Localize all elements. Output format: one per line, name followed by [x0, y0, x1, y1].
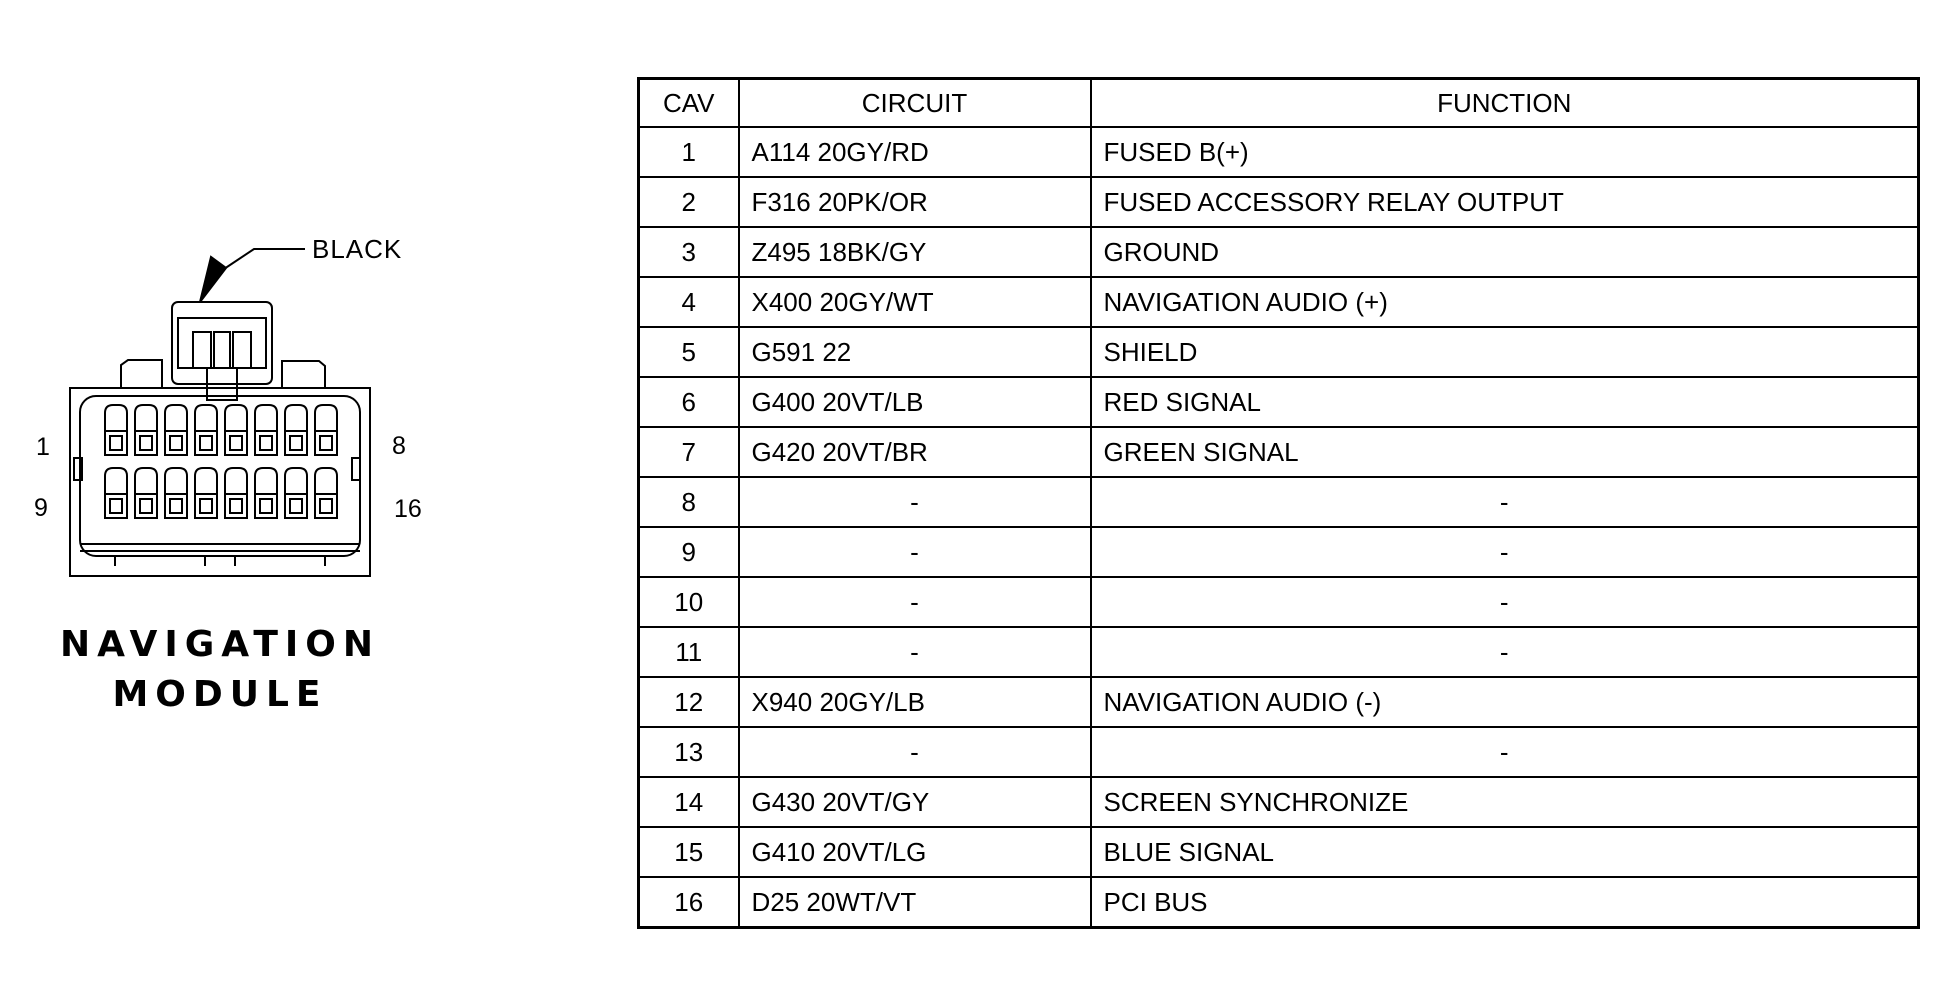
cell-function: SHIELD [1091, 327, 1919, 377]
cavity-bottom-5 [225, 468, 247, 518]
table-row [639, 827, 1919, 877]
cavity-bottom-4 [195, 468, 217, 518]
cell-cav: 16 [639, 877, 739, 928]
cavity-top-2 [135, 405, 157, 455]
table-row [639, 377, 1919, 427]
cell-circuit: G400 20VT/LB [739, 377, 1091, 427]
cell-circuit: G591 22 [739, 327, 1091, 377]
cell-function: - [1091, 727, 1919, 777]
cell-cav: 8 [639, 477, 739, 527]
color-label-arrowhead-icon [200, 257, 226, 302]
connector-color-label: BLACK [312, 234, 403, 264]
table-row [639, 227, 1919, 277]
cell-function: GREEN SIGNAL [1091, 427, 1919, 477]
connector-diagram [0, 0, 470, 620]
cell-circuit: X940 20GY/LB [739, 677, 1091, 727]
pin-label-8: 8 [392, 432, 406, 460]
cell-function: - [1091, 527, 1919, 577]
table-row [639, 777, 1919, 827]
cell-cav: 3 [639, 227, 739, 277]
cell-function: - [1091, 577, 1919, 627]
table-row [639, 277, 1919, 327]
cell-cav: 4 [639, 277, 739, 327]
table-row [639, 177, 1919, 227]
cell-function: NAVIGATION AUDIO (+) [1091, 277, 1919, 327]
cavity-top-7 [285, 405, 307, 455]
cavity-bottom-1 [105, 468, 127, 518]
cell-cav: 6 [639, 377, 739, 427]
cavity-bottom-7 [285, 468, 307, 518]
cell-circuit: A114 20GY/RD [739, 127, 1091, 177]
table-row [639, 677, 1919, 727]
connector-left-tab [121, 360, 162, 388]
cell-cav: 2 [639, 177, 739, 227]
cell-circuit: - [739, 627, 1091, 677]
table-row [639, 877, 1919, 928]
cell-cav: 5 [639, 327, 739, 377]
cavity-top-1 [105, 405, 127, 455]
table-row [639, 627, 1919, 677]
color-label-leader-line [224, 249, 305, 269]
cell-function: FUSED B(+) [1091, 127, 1919, 177]
pin-label-9: 9 [34, 494, 48, 522]
pin-label-16: 16 [394, 495, 422, 523]
header-function: FUNCTION [1091, 79, 1919, 128]
table-header-row [639, 79, 1919, 128]
cell-circuit: - [739, 727, 1091, 777]
cell-function: SCREEN SYNCHRONIZE [1091, 777, 1919, 827]
cavity-bottom-3 [165, 468, 187, 518]
cell-circuit: G430 20VT/GY [739, 777, 1091, 827]
cavity-top-6 [255, 405, 277, 455]
cell-cav: 9 [639, 527, 739, 577]
cell-cav: 13 [639, 727, 739, 777]
header-circuit: CIRCUIT [739, 79, 1091, 128]
cavity-bottom-8 [315, 468, 337, 518]
cell-circuit: G410 20VT/LG [739, 827, 1091, 877]
cell-cav: 7 [639, 427, 739, 477]
module-title-line1: NAVIGATION [59, 624, 381, 665]
table-row [639, 727, 1919, 777]
connector-right-tab [282, 361, 325, 388]
cavity-bottom-6 [255, 468, 277, 518]
cavity-bottom-2 [135, 468, 157, 518]
cell-circuit: F316 20PK/OR [739, 177, 1091, 227]
cavity-top-3 [165, 405, 187, 455]
cell-function: - [1091, 627, 1919, 677]
cell-function: FUSED ACCESSORY RELAY OUTPUT [1091, 177, 1919, 227]
cell-circuit: Z495 18BK/GY [739, 227, 1091, 277]
cavity-top-5 [225, 405, 247, 455]
cell-circuit: - [739, 527, 1091, 577]
cavity-top-4 [195, 405, 217, 455]
table-row [639, 327, 1919, 377]
pin-label-1: 1 [36, 433, 50, 461]
cavity-row-top [105, 405, 337, 455]
cell-cav: 1 [639, 127, 739, 177]
cell-circuit: G420 20VT/BR [739, 427, 1091, 477]
connector-latch [172, 302, 272, 384]
module-title-line2: MODULE [112, 674, 328, 715]
cell-function: RED SIGNAL [1091, 377, 1919, 427]
cell-cav: 12 [639, 677, 739, 727]
header-cav: CAV [639, 79, 739, 128]
cavity-top-8 [315, 405, 337, 455]
cell-circuit: - [739, 577, 1091, 627]
pinout-table [637, 77, 1920, 929]
cell-cav: 14 [639, 777, 739, 827]
cell-circuit: D25 20WT/VT [739, 877, 1091, 928]
cell-function: - [1091, 477, 1919, 527]
connector-body-inner [80, 396, 360, 556]
cell-cav: 11 [639, 627, 739, 677]
cell-circuit: X400 20GY/WT [739, 277, 1091, 327]
connector-body-outer [70, 388, 370, 576]
cell-function: NAVIGATION AUDIO (-) [1091, 677, 1919, 727]
table-row [639, 477, 1919, 527]
cell-circuit: - [739, 477, 1091, 527]
cell-cav: 10 [639, 577, 739, 627]
table-row [639, 427, 1919, 477]
cell-function: PCI BUS [1091, 877, 1919, 928]
cell-cav: 15 [639, 827, 739, 877]
cavity-row-bottom [105, 468, 337, 518]
table-row [639, 577, 1919, 627]
table-row [639, 127, 1919, 177]
table-row [639, 527, 1919, 577]
cell-function: GROUND [1091, 227, 1919, 277]
cell-function: BLUE SIGNAL [1091, 827, 1919, 877]
